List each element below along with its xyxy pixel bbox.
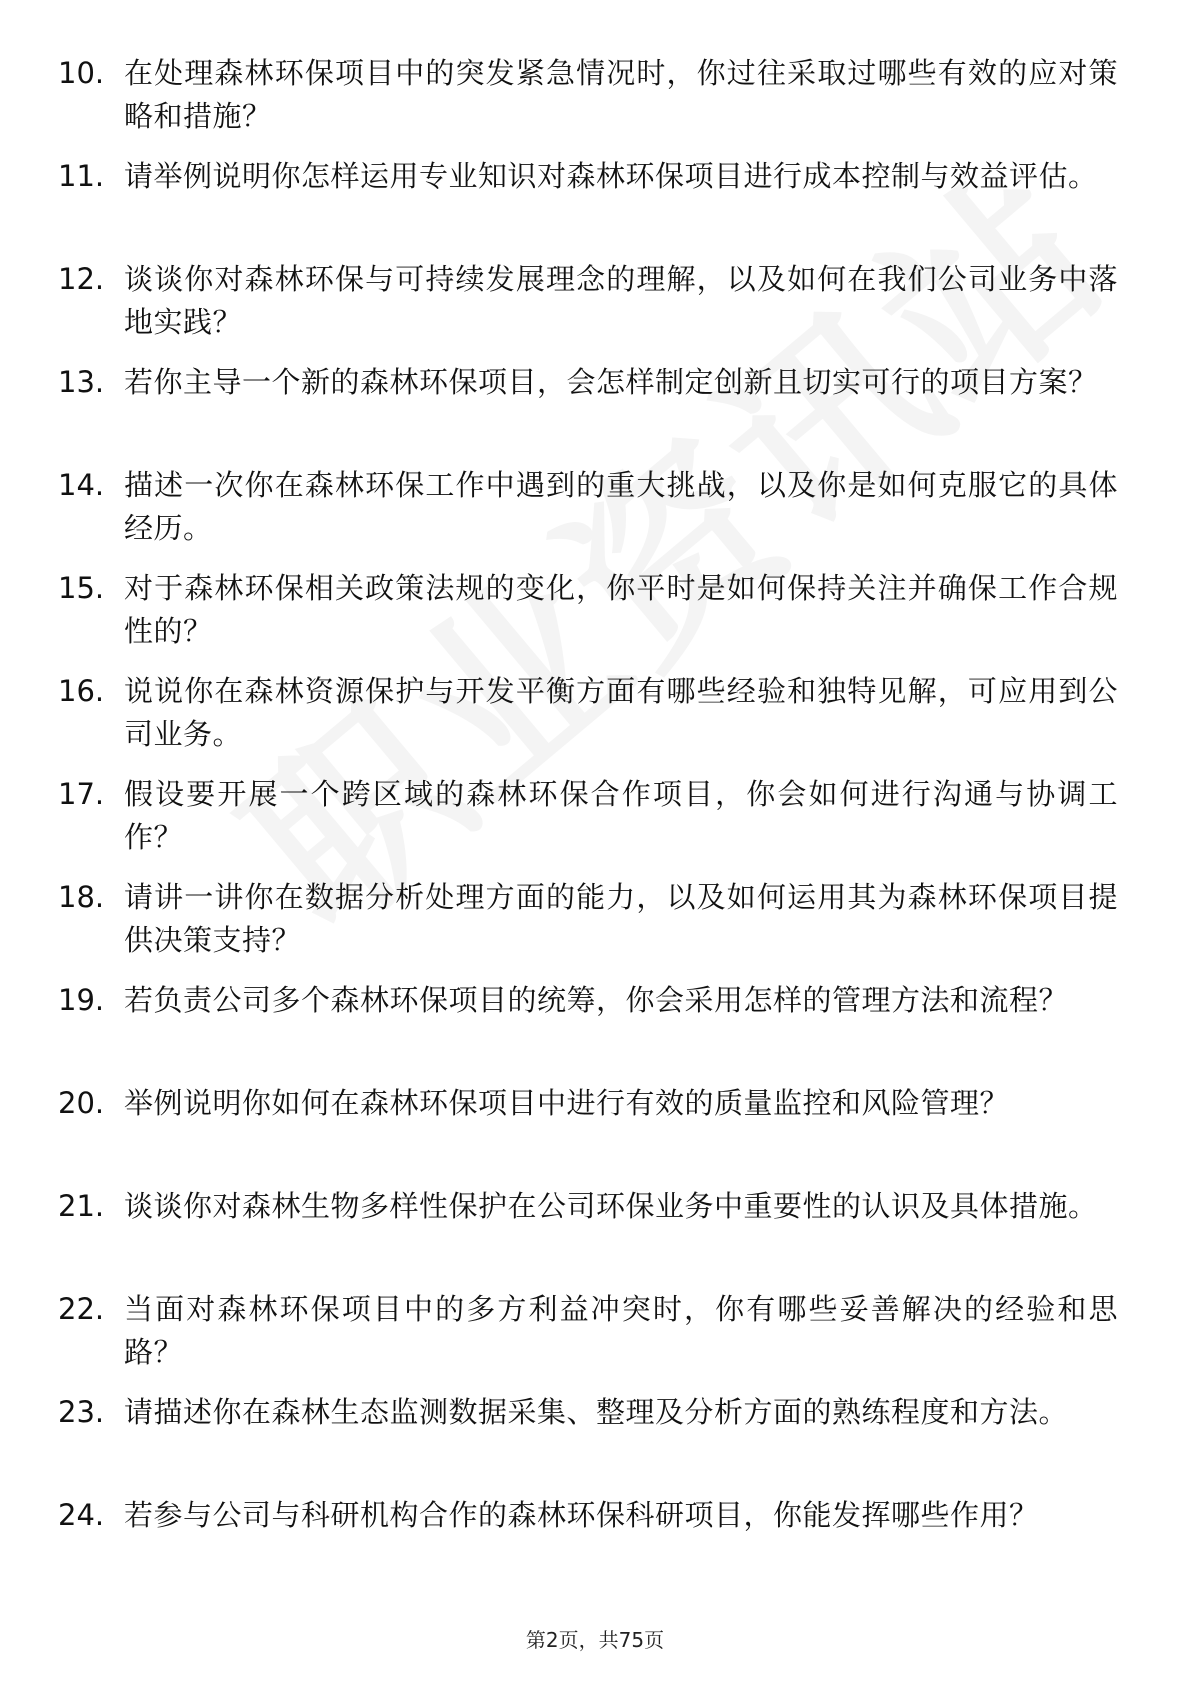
question-number: 18.: [58, 880, 105, 914]
question-text: 谈谈你对森林环保与可持续发展理念的理解，以及如何在我们公司业务中落地实践？: [124, 262, 1118, 339]
question-number: 16.: [58, 674, 105, 708]
question-number: 19.: [58, 983, 105, 1017]
question-text: 描述一次你在森林环保工作中遇到的重大挑战，以及你是如何克服它的具体经历。: [124, 468, 1118, 545]
question-item: [58, 52, 1118, 155]
question-number: 24.: [58, 1498, 105, 1532]
question-number: 20.: [58, 1086, 105, 1120]
question-number: 23.: [58, 1395, 105, 1429]
question-text: 请描述你在森林生态监测数据采集、整理及分析方面的熟练程度和方法。: [124, 1395, 1069, 1429]
question-number: 21.: [58, 1189, 105, 1223]
question-text: 请讲一讲你在数据分析处理方面的能力，以及如何运用其为森林环保项目提供决策支持？: [124, 880, 1118, 957]
question-text: 举例说明你如何在森林环保项目中进行有效的质量监控和风险管理？: [124, 1086, 1010, 1120]
question-item: [58, 1288, 1118, 1391]
question-number: 10.: [58, 56, 105, 90]
question-item: [58, 1185, 1118, 1288]
question-item: [58, 979, 1118, 1082]
question-number: 17.: [58, 777, 105, 811]
question-item: [58, 258, 1118, 361]
question-item: [58, 464, 1118, 567]
question-item: [58, 567, 1118, 670]
question-item: [58, 773, 1118, 876]
question-number: 15.: [58, 571, 105, 605]
question-number: 14.: [58, 468, 105, 502]
question-number: 13.: [58, 365, 105, 399]
question-number: 11.: [58, 159, 105, 193]
question-text: 说说你在森林资源保护与开发平衡方面有哪些经验和独特见解，可应用到公司业务。: [124, 674, 1118, 751]
question-item: [58, 1082, 1118, 1185]
question-text: 在处理森林环保项目中的突发紧急情况时，你过往采取过哪些有效的应对策略和措施？: [124, 56, 1118, 133]
question-number: 22.: [58, 1292, 105, 1326]
page-footer: 第2页，共75页: [525, 1628, 665, 1652]
question-text: 谈谈你对森林生物多样性保护在公司环保业务中重要性的认识及具体措施。: [124, 1189, 1098, 1223]
question-text: 若你主导一个新的森林环保项目，会怎样制定创新且切实可行的项目方案？: [124, 365, 1098, 399]
question-text: 若负责公司多个森林环保项目的统筹，你会采用怎样的管理方法和流程？: [124, 983, 1069, 1017]
question-text: 假设要开展一个跨区域的森林环保合作项目，你会如何进行沟通与协调工作？: [124, 777, 1118, 854]
question-item: [58, 876, 1118, 979]
question-item: [58, 361, 1118, 464]
question-item: [58, 1494, 1118, 1597]
question-item: [58, 670, 1118, 773]
question-number: 12.: [58, 262, 105, 296]
question-item: [58, 1391, 1118, 1494]
question-text: 对于森林环保相关政策法规的变化，你平时是如何保持关注并确保工作合规性的？: [124, 571, 1118, 648]
question-text: 请举例说明你怎样运用专业知识对森林环保项目进行成本控制与效益评估。: [124, 159, 1098, 193]
question-text: 当面对森林环保项目中的多方利益冲突时，你有哪些妥善解决的经验和思路？: [124, 1292, 1118, 1369]
question-list: [58, 52, 1118, 1597]
question-text: 若参与公司与科研机构合作的森林环保科研项目，你能发挥哪些作用？: [124, 1498, 1039, 1532]
question-item: [58, 155, 1118, 258]
